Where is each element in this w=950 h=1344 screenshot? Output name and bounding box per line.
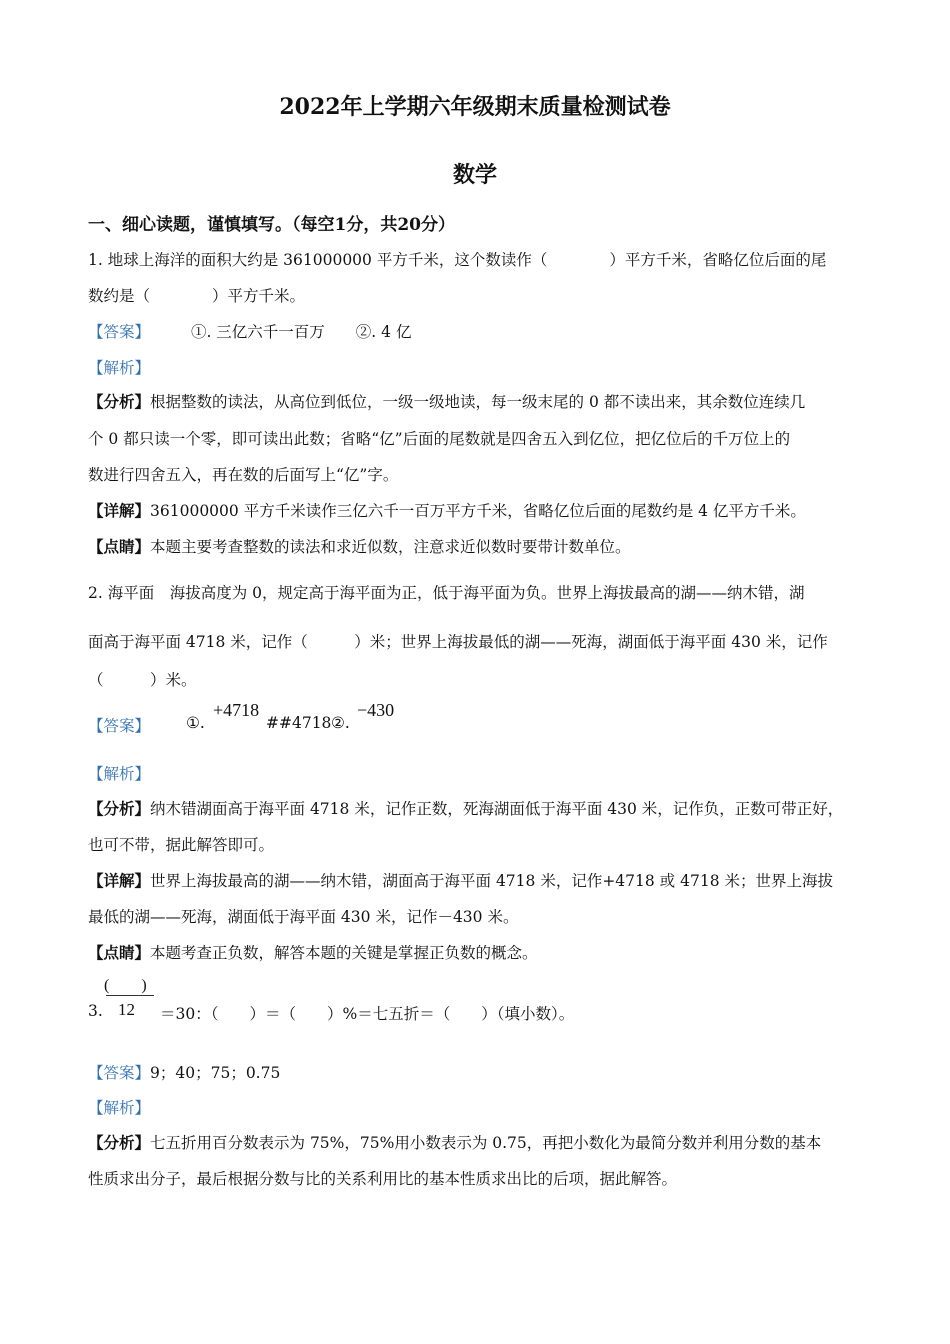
q1-fenxi-3: 数进行四舍五入，再在数的后面写上“亿”字。 [88,466,399,484]
q3-fenxi-1 [88,1131,821,1153]
q2-dianjing [88,941,538,963]
fenxi-tag: 【分析】 [88,799,151,818]
q3-fraction-denominator: 12 [118,1000,135,1019]
q1-dianjing [88,535,631,557]
q1-line1: 1. 地球上海洋的面积大约是 361000000 平方千米，这个数读作（ ）平方千米，省略亿位后面的尾 [88,251,827,269]
q2-line3: （ ）米。 [88,671,197,689]
q2-answer-math2: −430 [357,700,395,720]
analysis-tag: 【解析】 [88,765,151,783]
q2-answer-math1: +4718 [213,700,260,720]
q2-answer-mid: ##4718 [266,714,332,732]
q2-line2: 面高于海平面 4718 米，记作（ ）米；世界上海拔最低的湖——死海，湖面低于海平面 430 米，记作 [88,633,828,651]
q1-dianjing-text: 本题主要考查整数的读法和求近似数，注意求近似数时要带计数单位。 [150,538,631,556]
subject-title: 数学 [452,162,497,188]
q3-number: 3. [88,1002,103,1020]
dianjing-tag: 【点睛】 [88,537,151,556]
q2-dianjing-text: 本题考查正负数，解答本题的关键是掌握正负数的概念。 [150,944,538,962]
q3-fraction-numerator: ( ) [104,977,147,994]
q3-fraction-bar [106,995,154,996]
q3-answer: 9；40；75；0.75 [150,1064,281,1082]
page-title: 2022年上学期六年级期末质量检测试卷 [279,94,671,120]
q2-fenxi-1 [88,797,843,819]
answer-tag: 【答案】 [88,1064,151,1082]
q1-answer-row [88,320,411,342]
xiangjie-tag: 【详解】 [88,871,151,890]
answer-tag: 【答案】 [88,717,151,735]
q2-answer-num2: ②. [331,714,350,732]
q1-fenxi-2: 个 0 都只读一个零，即可读出此数；省略“亿”后面的尾数就是四舍五入到亿位，把亿位后的千万位上的 [88,430,791,448]
q2-xiangjie-1 [88,869,833,891]
q3-text: ＝30：（ ）＝（ ）%＝七五折＝（ ）（填小数）。 [160,1005,575,1023]
fenxi-tag: 【分析】 [88,1133,151,1152]
q2-fenxi-2: 也可不带，据此解答即可。 [88,836,275,854]
q1-xiangjie [88,499,806,521]
analysis-tag: 【解析】 [88,359,151,377]
q3-answer-row [88,1061,280,1083]
fenxi-tag: 【分析】 [88,392,151,411]
q2-line1: 2. 海平面 海拔高度为 0，规定高于海平面为正，低于海平面为负。世界上海拔最高的湖——纳木错，湖 [88,584,805,602]
q1-fenxi-1 [88,390,805,412]
answer-tag: 【答案】 [88,323,151,341]
q2-xiangjie-2: 最低的湖——死海，湖面低于海平面 430 米，记作－430 米。 [88,908,519,926]
q2-fenxi-text-1: 纳木错湖面高于海平面 4718 米，记作正数，死海湖面低于海平面 430 米，记作负，正数可带正好， [150,800,844,818]
q1-xiangjie-text: 361000000 平方千米读作三亿六千一百万平方千米，省略亿位后面的尾数约是 4 亿平方千米。 [150,502,806,520]
section-heading: 一、细心读题，谨慎填写。（每空1分，共20分） [88,215,455,235]
dianjing-tag: 【点睛】 [88,943,151,962]
q1-answer: ①. 三亿六千一百万 ②. 4 亿 [190,323,412,341]
q3-fenxi-2: 性质求出分子，最后根据分数与比的关系利用比的基本性质求出比的后项，据此解答。 [88,1170,678,1188]
q1-fenxi-text-1: 根据整数的读法，从高位到低位，一级一级地读，每一级末尾的 0 都不读出来，其余数位连续几 [150,393,806,411]
q2-answer-num1: ①. [186,714,205,732]
xiangjie-tag: 【详解】 [88,501,151,520]
q2-xiangjie-text-1: 世界上海拔最高的湖——纳木错，湖面高于海平面 4718 米，记作+4718 或 4718 米；世界上海拔 [150,872,833,890]
analysis-tag: 【解析】 [88,1099,151,1117]
q3-fenxi-text-1: 七五折用百分数表示为 75%，75%用小数表示为 0.75，再把小数化为最简分数并利用分数的基本 [150,1134,822,1152]
q1-line2: 数约是（ ）平方千米。 [88,287,306,305]
